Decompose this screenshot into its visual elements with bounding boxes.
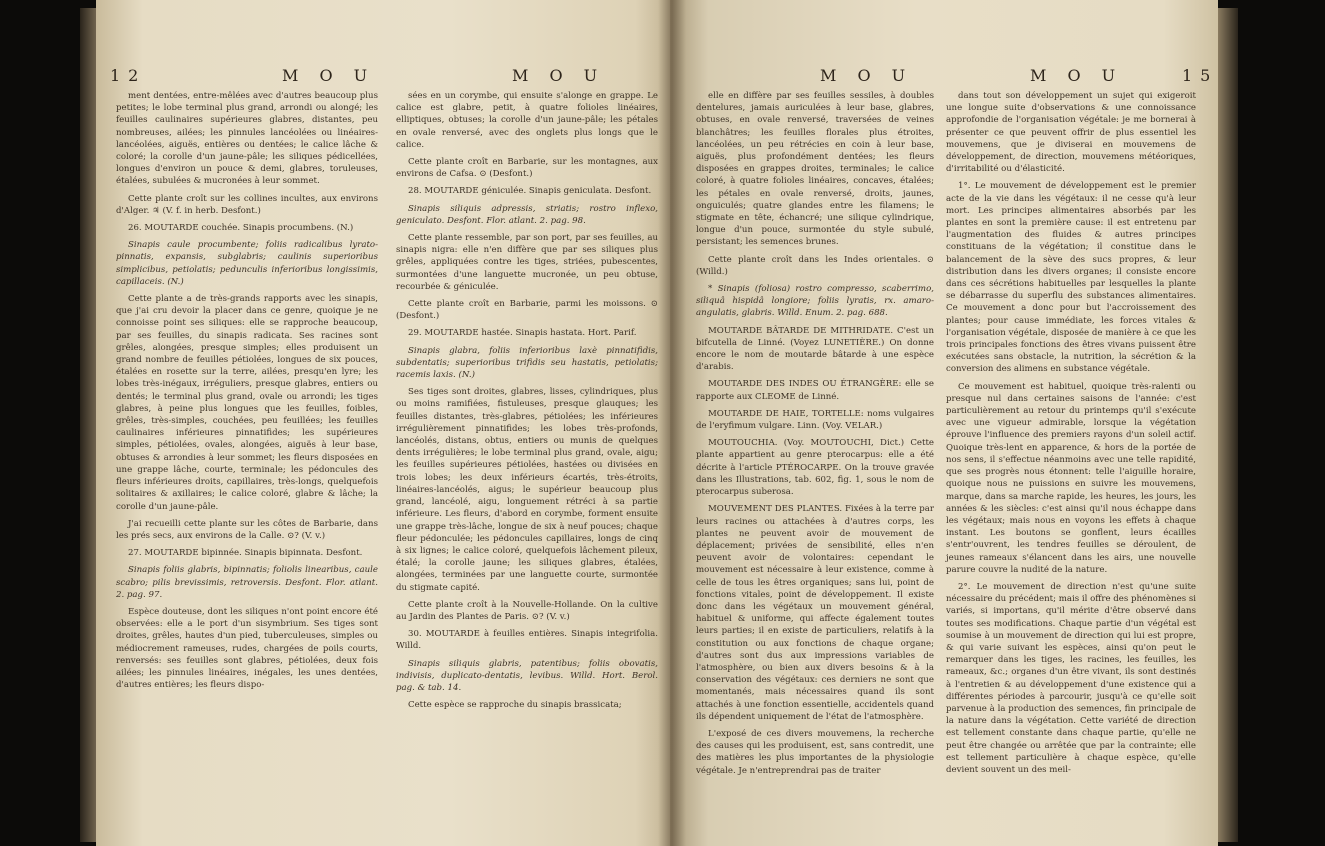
entry-heading: MOUVEMENT DES PLANTES. Fixées à la terre par leurs racines ou attachées à d'autres corps, les plantes ne peuvent avoir de mouvement de déplacement; privées de sensibilité, elles n'en peuvent avoir de volontaires: cependant le mouvement est nécessaire à leur existence, comme à celle de tous les êtres organiques; sans lui, point de fonctions vitales, point de développement. Il existe donc dans les végétaux un mouvement général, habituel & uniforme, qui affecte également toutes leurs parties; il en existe de particuliers, relatifs à la constitution ou aux fonctions de chaque organe; d'autres sont dus aux impressions variables de l'atmosphère, ou bien aux divers besoins & à la conservation des végétaux: ces derniers ne sont que momentanés, mais nécessaires quand ils sont attachés à une fonction essentielle, accidentels quand ils dépendent uniquement de l'état de l'atmosphère. — [696, 504, 934, 722]
paragraph: Cette plante croît en Barbarie, sur les montagnes, aux environs de Cafsa. ⊙ (Desfont.) — [396, 157, 658, 180]
running-head-right-col1: M O U — [820, 66, 914, 85]
paragraph: Cette espèce se rapproche du sinapis brassicata; — [408, 700, 622, 711]
paragraph: J'ai recueilli cette plante sur les côtes de Barbarie, dans les prés secs, aux environs de la Calle. ⊙? (V. v.) — [116, 518, 378, 541]
paragraph: Cette plante croît sur les collines incultes, aux environs d'Alger. ♃ (V. f. in herb. Desfont.) — [116, 193, 378, 216]
book-gutter — [658, 0, 686, 846]
paragraph: Cette plante croît dans les Indes orientales. ⊙ (Willd.) — [696, 254, 934, 277]
paragraph: Cette plante croît en Barbarie, parmi les moissons. ⊙ (Desfont.) — [396, 299, 658, 322]
paragraph: Cette plante ressemble, par son port, par ses feuilles, au sinapis nigra: elle n'en diffère que par ses siliques plus grêles, appliquées contre les tiges, striées, pubescentes, surmontées d'une languette mucronée, un peu obtuse, recourbée & géniculée. — [396, 233, 658, 292]
left-page-column-2 — [396, 90, 658, 716]
paragraph: Cette plante croît à la Nouvelle-Hollande. On la cultive au Jardin des Plantes de Paris. ⊙? (V. v.) — [396, 599, 658, 622]
paragraph: Cette plante a de très-grands rapports avec les sinapis, que j'ai cru devoir la placer dans ce genre, quoique je ne connoisse point ses siliques: elle se rapproche beaucoup, par ses feuilles, du sinapis radicata. Ses racines sont grêles, alongées, presque simples; elles produisent un grand nombre de feuilles pétiolées, longues de six pouces, étalées en rosette sur la terre, ailées, presqu'en lyre; les lobes très-inégaux, irréguliers, presque glabres, entiers ou dentés; le terminal plus grand, ovale ou arrondi; les tiges glabres, à peine plus longues que les feuilles, foibles, grêles, très-simples, couchées, peu feuillées; les feuilles caulinaires inférieures pinnatifides; les supérieures simples, pétiolées, ovales, alongées, aiguës à leur base, obtuses & arrondies à leur sommet; les fleurs disposées en une grappe lâche, courte, terminale; les pédoncules des fleurs inférieures droits, capillaires, très-longs, quelquefois solitaires & axillaires; le calice coloré, glabre & lâche; la corolle d'un jaune-pâle. — [116, 294, 378, 512]
left-page-column-1 — [116, 90, 378, 696]
latin-diagnosis: Sinapis caule procumbente; foliis radicalibus lyrato-pinnatis, expansis, subglabris; caulinis superioribus simplicibus, petiolatis; pedunculis inferioribus longissimis, capillaceis. (N.) — [116, 240, 378, 287]
paragraph: 1°. Le mouvement de développement est le premier acte de la vie dans les végétaux: il ne cesse qu'à leur mort. Les principes alimentaires absorbés par les plantes en sont la première cause: il est entretenu par l'augmentation des fluides & autres principes constituans de la végétation; il constitue dans le balancement de la sève des sucs propres, & leur distribution dans les divers organes; il consiste encore dans ces sécrétions habituelles par lesquelles la plante se débarrasse du superflu des substances alimentaires. Ce mouvement a donc pour but l'accroissement des plantes; pour cause immédiate, les forces vitales & l'organisation végétale, disposée de manière à ce que les trois principales fonctions des êtres vivans puissent être exécutées sans obstacle, la nutrition, la sécrétion & la conversion des alimens en substance végétale. — [946, 181, 1196, 375]
entry-heading: MOUTOUCHIA. (Voy. MOUTOUCHI, Dict.) Cette plante appartient au genre pterocarpus: elle a été décrite à l'article PTÉROCARPE. On la trouve gravée dans les Illustrations, tab. 602, fig. 1, sous le nom de pterocarpus suberosa. — [696, 438, 934, 498]
paragraph: sées en un corymbe, qui ensuite s'alonge en grappe. Le calice est glabre, petit, à quatre folioles linéaires, elliptiques, obtuses; la corolle d'un jaune-pâle; les pétales en ovale renversé, avec des onglets plus longs que le calice. — [396, 91, 658, 150]
entry-heading: MOUTARDE DES INDES OU ÉTRANGÈRE: elle se rapporte aux CLEOME de Linné. — [696, 379, 934, 402]
paragraph: elle en diffère par ses feuilles sessiles, à doubles dentelures, jamais auriculées à leur base, glabres, obtuses, en ovale renversé, traversées de veines blanchâtres; les feuilles florales plus étroites, lancéolées, un peu rétrécies en coin à leur base, aiguës, plus profondément dentées; les fleurs disposées en grappes droites, terminales; le calice coloré, à quatre folioles linéaires, concaves, étalées; les pétales en ovale renversé, droits, jaunes, onguiculés; quatre glandes entre les filamens; le stigmate en tête, échancré; une silique cylindrique, longue d'un pouce, surmontée du style subulé, persistant; les semences brunes. — [696, 91, 934, 248]
entry-heading: 29. MOUTARDE hastée. Sinapis hastata. Hort. Parif. — [408, 328, 637, 339]
entry-heading: 28. MOUTARDE géniculée. Sinapis geniculata. Desfont. — [408, 186, 652, 197]
left-page — [96, 0, 682, 846]
running-head-left-col2: M O U — [512, 66, 606, 85]
entry-heading: MOUTARDE DE HAIE, TORTELLE: noms vulgaires de l'eryfimum vulgare. Linn. (Voy. VELAR.) — [696, 408, 934, 432]
entry-heading: 27. MOUTARDE bipinnée. Sinapis bipinnata. Desfont. — [128, 548, 363, 559]
paragraph: 2°. Le mouvement de direction n'est qu'une suite nécessaire du précédent; mais il offre des phénomènes si variés, si importans, qu'il mérite d'être observé dans toutes ses modifications. Chaque partie d'un végétal est soumise à un mouvement de direction qui lui est propre, & qui varie suivant les espèces, ainsi qu'on peut le remarquer dans les tiges, les racines, les feuilles, les rameaux, &c.; organes d'un être vivant, ils sont destinés à l'entretien & au développement d'une existence qui a différentes périodes à parcourir, jusqu'à ce qu'elle soit parvenue à la production des semences, fin principale de la nature dans la végétation. Cette variété de direction est tellement constante dans chaque partie, qu'elle ne peut être changée ou arrêtée que par la contrainte; elle est tellement particulière à chaque espèce, qu'elle devient souvent un des meil- — [946, 581, 1197, 775]
right-page-column-2 — [946, 90, 1196, 781]
latin-diagnosis: Sinapis foliis glabris, bipinnatis; foliolis linearibus, caule scabro; pilis brevissimis, retroversis. Desfont. Flor. atlant. 2. pag. 97. — [116, 565, 378, 600]
latin-diagnosis: Sinapis siliquis glabris, patentibus; foliis obovatis, indivisis, duplicato-dentatis, levibus. Willd. Hort. Berol. pag. & tab. 14. — [396, 658, 658, 693]
running-head-left-col1: M O U — [282, 66, 376, 85]
right-page-column-1 — [696, 90, 934, 782]
paragraph: Ses tiges sont droites, glabres, lisses, cylindriques, plus ou moins ramifiées, fistuleuses, presque glauques; les feuilles distantes, très-glabres, pétiolées; les inférieures irrégulièrement pinnatifides; les lobes très-profonds, lancéolés, distans, obtus, entiers ou munis de quelques dents irrégulières; le lobe terminal plus grand, ovale, aigu; les feuilles supérieures pétiolées, hastées ou divisées en trois lobes; les deux inférieurs écartés, très-étroits, linéaires-lancéolés, aigus; le supérieur beaucoup plus grand, lancéolé, aigu, longuement rétréci à sa partie inférieure. Les fleurs, d'abord en corymbe, forment ensuite une grappe très-lâche, longue de six à neuf pouces; chaque fleur pédonculée; les pédoncules capillaires, longs de cinq à six lignes; le calice coloré, quelquefois lâchement pileux, étalé; la corolle jaune; les siliques glabres, étalées, alongées, terminées par une languette courte, surmontée du stigmate capité. — [396, 387, 658, 593]
page-number-left: 12 — [110, 66, 147, 85]
entry-heading: 26. MOUTARDE couchée. Sinapis procumbens. (N.) — [128, 223, 354, 234]
right-page-edge — [1218, 8, 1238, 842]
latin-diagnosis: * Sinapis (foliosa) rostro compresso, scaberrimo, siliquâ hispidâ longiore; foliis lyratis, rx. amaro-angulatis, glabris. Willd. Enum. 2. pag. 688. — [696, 284, 934, 319]
paragraph: ment dentées, entre-mêlées avec d'autres beaucoup plus petites; le lobe terminal plus grand, arrondi ou alongé; les feuilles caulinaires supérieures glabres, distantes, peu nombreuses, ailées; les pinnules lancéolées ou linéaires-lancéolées, aiguës, entières ou dentées; le calice lâche & coloré; la corolle d'un jaune-pâle; les siliques pédicellées, longues d'environ un pouce & demi, glabres, toruleuses, étalées, subulées & mucronées à leur sommet. — [116, 91, 378, 187]
paragraph: Espèce douteuse, dont les siliques n'ont point encore été observées: elle a le port d'un sisymbrium. Ses tiges sont droites, grêles, hautes d'un pied, tuberculeuses, simples ou médiocrement rameuses, rudes, chargées de poils courts, renversés: ses feuilles sont glabres, pétiolées, deux fois ailées; les pinnules linéaires, inégales, les unes dentées, d'autres entières; les fleurs dispo- — [116, 606, 378, 691]
paragraph: L'exposé de ces divers mouvemens, la recherche des causes qui les produisent, est, sans contredit, une des matières les plus importantes de la physiologie végétale. Je n'entreprendrai pas de traiter — [696, 728, 934, 776]
paragraph: Ce mouvement est habituel, quoique très-ralenti ou presque nul dans certaines saisons de l'année: c'est particulièrement au retour du printemps qu'il s'exécute avec une vigueur admirable, lorsque la végétation éprouve l'influence des premiers rayons d'un soleil actif. Quoique très-lent en apparence, & hors de la portée de nos sens, il s'effectue néanmoins avec une telle rapidité, que ses progrès nous étonnent: telle l'aiguille horaire, quoique nous ne puissions en suivre les mouvemens, marque, dans sa marche rapide, les heures, les jours, les années & les siècles: c'est ainsi qu'il nous échappe dans les végétaux; mais nous en voyons les effets à chaque instant. Les boutons se gonflent, leurs écailles s'entr'ouvrent, les tendres feuilles se déroulent, de jeunes rameaux s'élancent dans les airs, une nouvelle parure couvre la nudité de la nature. — [946, 381, 1196, 575]
entry-heading: 30. MOUTARDE à feuilles entières. Sinapis integrifolia. Willd. — [396, 629, 658, 652]
page-number-right: 15 — [1182, 66, 1218, 85]
latin-diagnosis: Sinapis glabra, foliis inferioribus laxè pinnatifidis, subdentatis; superioribus trifidis seu hastatis, petiolatis; racemis laxis. (N.) — [396, 345, 658, 381]
latin-diagnosis: Sinapis siliquis adpressis, striatis; rostro inflexo, geniculato. Desfont. Flor. atlant. 2. pag. 98. — [396, 203, 658, 226]
paragraph: dans tout son développement un sujet qui exigeroit une longue suite d'observations & une connoissance approfondie de l'organisation végétale: je me bornerai à présenter ce que peuvent offrir de plus essentiel les mouvemens, que je diviserai en mouvemens de développement, de direction, mouvemens météoriques, d'irritabilité ou d'élasticité. — [946, 91, 1196, 175]
entry-heading: MOUTARDE BÂTARDE DE MITHRIDATE. C'est un bifcutella de Linné. (Voyez LUNETIÈRE.) On donne encore le nom de moutarde bâtarde à une espèce d'arabis. — [696, 325, 934, 373]
running-head-right-col2: M O U — [1030, 66, 1124, 85]
right-page — [670, 0, 1218, 846]
